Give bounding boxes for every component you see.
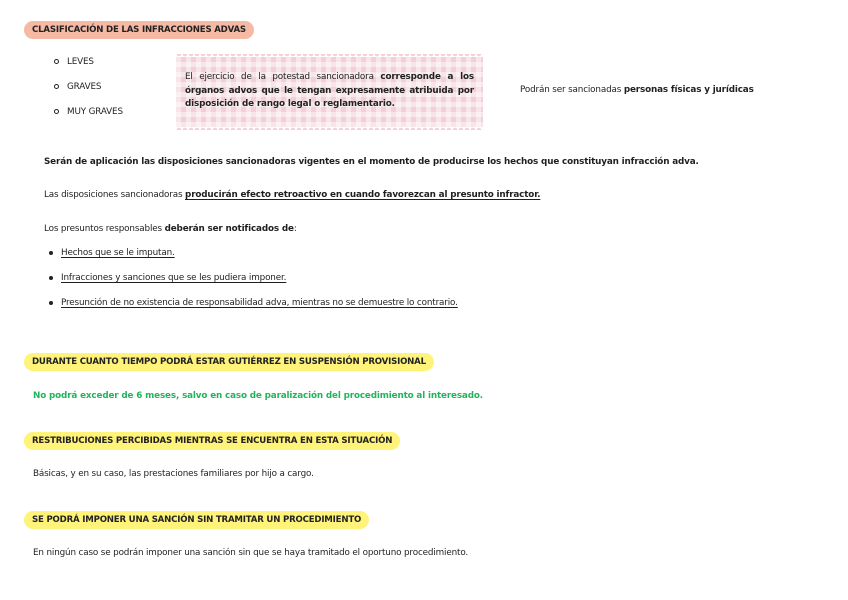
heading-sanction-without-procedure: SE PODRÁ IMPONER UNA SANCIÓN SIN TRAMITAR UN PROCEDIMIENTO	[24, 511, 369, 529]
list-item: GRAVES	[53, 81, 123, 106]
list-item: Infracciones y sanciones que se les pudiera imponer.	[48, 272, 458, 297]
notified-suffix: :	[293, 224, 297, 234]
heading-suspension-duration: DURANTE CUANTO TIEMPO PODRÁ ESTAR GUTIÉRREZ EN SUSPENSIÓN PROVISIONAL	[24, 353, 434, 371]
list-item: Presunción de no existencia de responsabilidad adva, mientras no se demuestre lo contrario.	[48, 297, 458, 322]
heading-infraction-classification: CLASIFICACIÓN DE LAS INFRACCIONES ADVAS	[24, 21, 254, 39]
note-plain-text: El ejercicio de la potestad sancionadora	[185, 72, 381, 82]
notified-plain-text: Los presuntos responsables	[44, 224, 165, 234]
notification-items-list	[48, 247, 458, 322]
side-plain-text: Podrán ser sancionadas	[520, 85, 624, 95]
notification-intro	[44, 224, 297, 234]
infraction-types-list	[53, 56, 123, 131]
sanctionable-persons-text	[520, 85, 754, 95]
applicability-text: Serán de aplicación las disposiciones sancionadoras vigentes en el momento de producirse los hechos que constituyan infracción adva.	[44, 157, 699, 167]
note-bold-text: corresponde a los órganos advos que le tengan expresamente atribuida por disposición de rango legal o reglamentario.	[185, 72, 474, 109]
retro-underlined-text: producirán efecto retroactivo en cuando favorezcan al presunto infractor.	[185, 190, 541, 200]
suspension-answer: No podrá exceder de 6 meses, salvo en caso de paralización del procedimiento al interesado.	[33, 391, 483, 401]
note-bottom-edge	[176, 127, 483, 130]
side-bold-text: personas físicas y jurídicas	[623, 85, 754, 95]
list-item: Hechos que se le imputan.	[48, 247, 458, 272]
heading-retributions: RESTRIBUCIONES PERCIBIDAS MIENTRAS SE ENCUENTRA EN ESTA SITUACIÓN	[24, 432, 400, 450]
retroactive-text	[44, 190, 540, 200]
sanction-answer: En ningún caso se podrán imponer una sanción sin que se haya tramitado el oportuno procedimiento.	[33, 548, 469, 558]
list-item: MUY GRAVES	[53, 106, 123, 131]
retributions-answer: Básicas, y en su caso, las prestaciones familiares por hijo a cargo.	[33, 469, 314, 479]
list-item: LEVES	[53, 56, 123, 81]
notified-bold-text: deberán ser notificados de	[164, 224, 294, 234]
sticky-note	[176, 57, 483, 127]
retro-plain-text: Las disposiciones sancionadoras	[44, 190, 186, 200]
